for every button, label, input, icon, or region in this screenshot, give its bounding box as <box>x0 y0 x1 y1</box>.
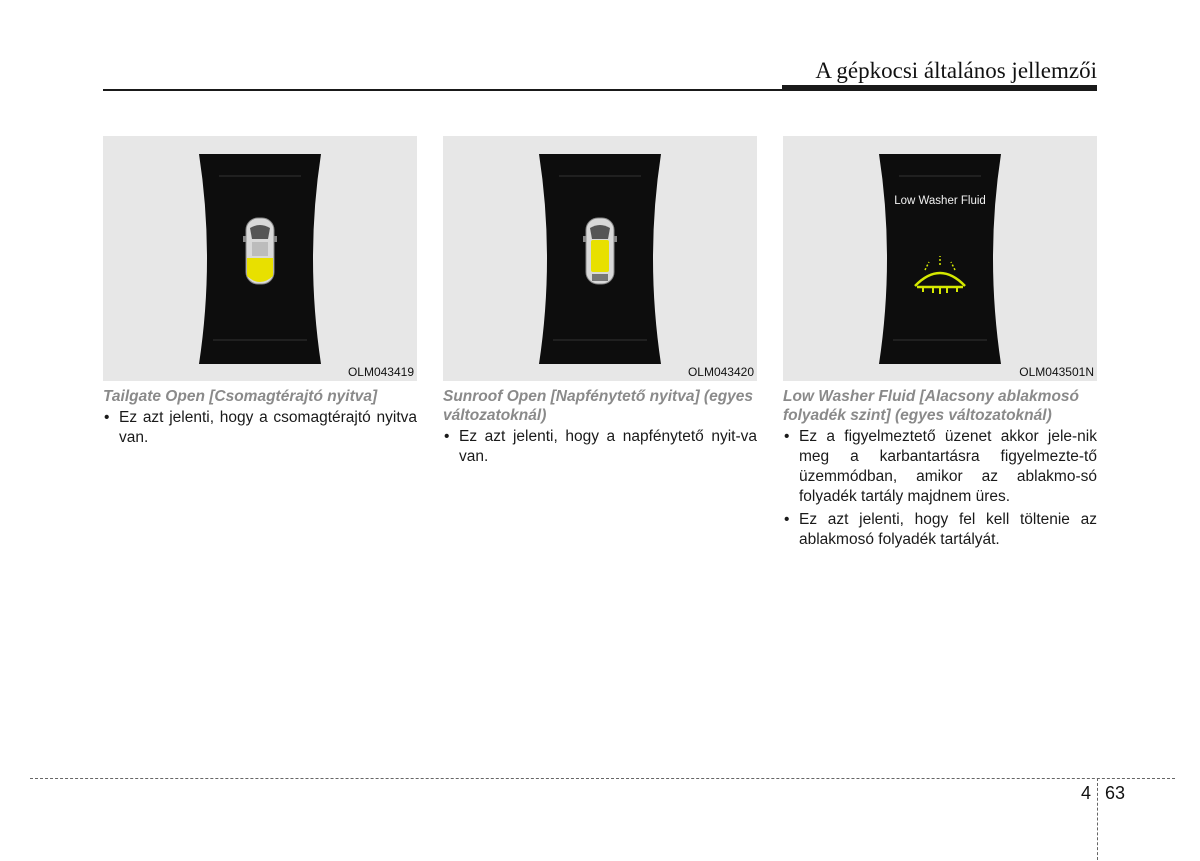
figure-code: OLM043420 <box>687 365 754 379</box>
bullet-item: • Ez azt jelenti, hogy fel kell töltenie az ablakmosó folyadék tartályát. <box>783 510 1097 550</box>
cluster-display <box>443 136 757 381</box>
cluster-display <box>783 136 1097 381</box>
bullet-item: • Ez a figyelmeztető üzenet akkor jele-nik meg a karbantartásra figyelmezte-tő üzemmódban, amikor az ablakmo-só folyadék tartály majdnem üres. <box>783 427 1097 507</box>
header-rule-accent <box>782 85 1097 91</box>
cluster-display <box>103 136 417 381</box>
figure-low-washer-fluid <box>783 136 1097 381</box>
footer-page-divider <box>1097 778 1098 860</box>
tailgate-indicator <box>247 258 273 282</box>
car-top-view-icon <box>243 218 277 284</box>
figure-code: OLM043501N <box>1019 365 1094 379</box>
section-tailgate-open <box>103 387 417 451</box>
section-heading: Tailgate Open [Csomagtérajtó nyitva] <box>103 388 378 405</box>
figure-sunroof-open <box>443 136 757 381</box>
section-heading: Low Washer Fluid [Alacsony ablakmosó folyadék szint] (egyes változatoknál) <box>783 388 1079 424</box>
page-number: 63 <box>1105 783 1126 803</box>
figure-code: OLM043419 <box>347 365 414 379</box>
footer-divider <box>30 778 1175 779</box>
display-message: Low Washer Fluid <box>894 195 986 207</box>
chapter-number: 4 <box>1080 783 1091 803</box>
car-top-view-icon <box>583 218 617 284</box>
figure-tailgate-open <box>103 136 417 381</box>
bullet-item: • Ez azt jelenti, hogy a napfénytető nyit-va van. <box>443 427 757 467</box>
section-sunroof-open <box>443 387 757 470</box>
page-header-title: A gépkocsi általános jellemzői <box>815 58 1097 83</box>
bullet-item: • Ez azt jelenti, hogy a csomagtérajtó nyitva van. <box>103 408 417 448</box>
section-low-washer-fluid <box>783 387 1097 553</box>
sunroof-indicator <box>591 240 609 272</box>
section-heading: Sunroof Open [Napfénytető nyitva] (egyes változatoknál) <box>443 388 754 424</box>
